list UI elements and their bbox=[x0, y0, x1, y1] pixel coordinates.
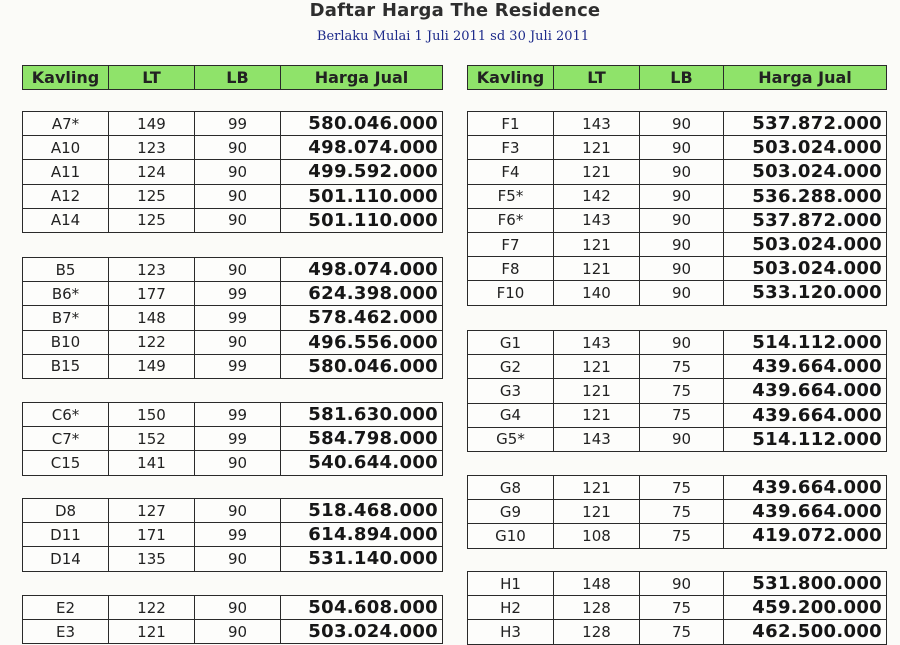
kavling-cell: D14 bbox=[23, 547, 109, 571]
kavling-cell: G5* bbox=[468, 427, 554, 451]
table-row bbox=[468, 232, 887, 256]
lb-cell: 75 bbox=[640, 500, 724, 524]
lt-cell: 121 bbox=[554, 232, 640, 256]
lb-cell: 75 bbox=[640, 403, 724, 427]
lb-cell: 99 bbox=[195, 354, 281, 378]
harga-jual-cell: 540.644.000 bbox=[281, 451, 443, 475]
price-table-header-left bbox=[22, 65, 443, 90]
harga-jual-cell: 503.024.000 bbox=[724, 232, 887, 256]
kavling-cell: B15 bbox=[23, 354, 109, 378]
lt-cell: 143 bbox=[554, 112, 640, 136]
kavling-cell: D11 bbox=[23, 523, 109, 547]
harga-jual-cell: 439.664.000 bbox=[724, 379, 887, 403]
lb-cell: 90 bbox=[195, 184, 281, 208]
lt-cell: 177 bbox=[109, 282, 195, 306]
lb-cell: 90 bbox=[640, 427, 724, 451]
lb-cell: 90 bbox=[640, 257, 724, 281]
lb-cell: 99 bbox=[195, 112, 281, 136]
harga-jual-cell: 518.468.000 bbox=[281, 499, 443, 523]
lt-cell: 148 bbox=[109, 306, 195, 330]
lb-cell: 90 bbox=[640, 281, 724, 305]
kavling-cell: D8 bbox=[23, 499, 109, 523]
harga-jual-cell: 503.024.000 bbox=[724, 136, 887, 160]
kavling-cell: G4 bbox=[468, 403, 554, 427]
harga-jual-cell: 580.046.000 bbox=[281, 354, 443, 378]
lt-cell: 128 bbox=[554, 620, 640, 644]
lt-cell: 149 bbox=[109, 354, 195, 378]
lt-cell: 152 bbox=[109, 427, 195, 451]
kavling-cell: E3 bbox=[23, 620, 109, 644]
lb-cell: 75 bbox=[640, 355, 724, 379]
lb-cell: 90 bbox=[640, 184, 724, 208]
table-row bbox=[468, 160, 887, 184]
kavling-cell: H3 bbox=[468, 620, 554, 644]
lt-cell: 121 bbox=[554, 379, 640, 403]
lt-cell: 148 bbox=[554, 572, 640, 596]
lb-cell: 90 bbox=[195, 330, 281, 354]
harga-jual-cell: 584.798.000 bbox=[281, 427, 443, 451]
kavling-cell: A10 bbox=[23, 136, 109, 160]
kavling-cell: B5 bbox=[23, 258, 109, 282]
column-header-lb: LB bbox=[195, 66, 281, 90]
table-row bbox=[23, 403, 443, 427]
lb-cell: 90 bbox=[195, 596, 281, 620]
harga-jual-cell: 501.110.000 bbox=[281, 184, 443, 208]
kavling-cell: A12 bbox=[23, 184, 109, 208]
table-row bbox=[23, 330, 443, 354]
lt-cell: 122 bbox=[109, 596, 195, 620]
lt-cell: 171 bbox=[109, 523, 195, 547]
lb-cell: 90 bbox=[640, 572, 724, 596]
table-row bbox=[23, 596, 443, 620]
lt-cell: 142 bbox=[554, 184, 640, 208]
lb-cell: 99 bbox=[195, 306, 281, 330]
harga-jual-cell: 581.630.000 bbox=[281, 403, 443, 427]
block-group-right bbox=[467, 571, 887, 645]
lb-cell: 90 bbox=[195, 136, 281, 160]
harga-jual-cell: 498.074.000 bbox=[281, 136, 443, 160]
harga-jual-cell: 439.664.000 bbox=[724, 403, 887, 427]
harga-jual-cell: 501.110.000 bbox=[281, 208, 443, 232]
kavling-cell: F10 bbox=[468, 281, 554, 305]
kavling-cell: F7 bbox=[468, 232, 554, 256]
block-group-left bbox=[22, 498, 443, 572]
lt-cell: 140 bbox=[554, 281, 640, 305]
kavling-cell: G9 bbox=[468, 500, 554, 524]
lb-cell: 90 bbox=[195, 208, 281, 232]
block-group-left bbox=[22, 257, 443, 379]
harga-jual-cell: 503.024.000 bbox=[281, 620, 443, 644]
lt-cell: 135 bbox=[109, 547, 195, 571]
column-header-lb: LB bbox=[640, 66, 724, 90]
kavling-cell: H2 bbox=[468, 596, 554, 620]
table-row bbox=[468, 596, 887, 620]
table-row bbox=[468, 184, 887, 208]
lt-cell: 108 bbox=[554, 524, 640, 548]
lt-cell: 121 bbox=[554, 476, 640, 500]
table-row bbox=[468, 427, 887, 451]
lb-cell: 90 bbox=[640, 160, 724, 184]
table-row bbox=[468, 257, 887, 281]
lb-cell: 75 bbox=[640, 476, 724, 500]
lb-cell: 99 bbox=[195, 427, 281, 451]
lb-cell: 75 bbox=[640, 524, 724, 548]
lt-cell: 125 bbox=[109, 208, 195, 232]
lb-cell: 90 bbox=[640, 331, 724, 355]
kavling-cell: C7* bbox=[23, 427, 109, 451]
table-row bbox=[468, 620, 887, 644]
kavling-cell: G2 bbox=[468, 355, 554, 379]
page-title: Daftar Harga The Residence bbox=[309, 0, 601, 21]
kavling-cell: F5* bbox=[468, 184, 554, 208]
harga-jual-cell: 537.872.000 bbox=[724, 208, 887, 232]
column-header-lt: LT bbox=[109, 66, 195, 90]
table-row bbox=[468, 500, 887, 524]
lb-cell: 99 bbox=[195, 403, 281, 427]
lt-cell: 124 bbox=[109, 160, 195, 184]
validity-period: Berlaku Mulai 1 Juli 2011 sd 30 Juli 2011 bbox=[316, 29, 590, 44]
table-row bbox=[23, 282, 443, 306]
lb-cell: 99 bbox=[195, 523, 281, 547]
lb-cell: 90 bbox=[640, 112, 724, 136]
lt-cell: 121 bbox=[554, 136, 640, 160]
lt-cell: 143 bbox=[554, 427, 640, 451]
lb-cell: 90 bbox=[195, 451, 281, 475]
lb-cell: 90 bbox=[195, 620, 281, 644]
table-row bbox=[468, 281, 887, 305]
harga-jual-cell: 536.288.000 bbox=[724, 184, 887, 208]
lt-cell: 121 bbox=[554, 403, 640, 427]
block-group-left bbox=[22, 402, 443, 476]
column-header-kavling: Kavling bbox=[468, 66, 554, 90]
table-row bbox=[23, 136, 443, 160]
table-row bbox=[23, 451, 443, 475]
harga-jual-cell: 504.608.000 bbox=[281, 596, 443, 620]
kavling-cell: F8 bbox=[468, 257, 554, 281]
kavling-cell: C15 bbox=[23, 451, 109, 475]
lb-cell: 75 bbox=[640, 596, 724, 620]
harga-jual-cell: 531.800.000 bbox=[724, 572, 887, 596]
kavling-cell: A7* bbox=[23, 112, 109, 136]
kavling-cell: B7* bbox=[23, 306, 109, 330]
lb-cell: 90 bbox=[195, 499, 281, 523]
lt-cell: 121 bbox=[554, 160, 640, 184]
harga-jual-cell: 459.200.000 bbox=[724, 596, 887, 620]
kavling-cell: E2 bbox=[23, 596, 109, 620]
harga-jual-cell: 614.894.000 bbox=[281, 523, 443, 547]
harga-jual-cell: 499.592.000 bbox=[281, 160, 443, 184]
harga-jual-cell: 533.120.000 bbox=[724, 281, 887, 305]
harga-jual-cell: 503.024.000 bbox=[724, 160, 887, 184]
lb-cell: 90 bbox=[195, 160, 281, 184]
kavling-cell: B10 bbox=[23, 330, 109, 354]
kavling-cell: C6* bbox=[23, 403, 109, 427]
harga-jual-cell: 503.024.000 bbox=[724, 257, 887, 281]
lt-cell: 121 bbox=[554, 500, 640, 524]
table-row bbox=[468, 112, 887, 136]
harga-jual-cell: 578.462.000 bbox=[281, 306, 443, 330]
harga-jual-cell: 439.664.000 bbox=[724, 500, 887, 524]
table-row bbox=[23, 427, 443, 451]
lt-cell: 122 bbox=[109, 330, 195, 354]
lt-cell: 121 bbox=[554, 257, 640, 281]
table-row bbox=[468, 524, 887, 548]
lt-cell: 128 bbox=[554, 596, 640, 620]
harga-jual-cell: 439.664.000 bbox=[724, 355, 887, 379]
lt-cell: 127 bbox=[109, 499, 195, 523]
table-row bbox=[23, 160, 443, 184]
harga-jual-cell: 514.112.000 bbox=[724, 427, 887, 451]
harga-jual-cell: 496.556.000 bbox=[281, 330, 443, 354]
harga-jual-cell: 514.112.000 bbox=[724, 331, 887, 355]
kavling-cell: G3 bbox=[468, 379, 554, 403]
column-header-kavling: Kavling bbox=[23, 66, 109, 90]
block-group-right bbox=[467, 111, 887, 306]
lt-cell: 123 bbox=[109, 136, 195, 160]
price-table-header-right bbox=[467, 65, 887, 90]
table-row bbox=[468, 331, 887, 355]
lt-cell: 143 bbox=[554, 208, 640, 232]
table-row bbox=[468, 136, 887, 160]
table-row bbox=[23, 523, 443, 547]
lt-cell: 141 bbox=[109, 451, 195, 475]
lb-cell: 75 bbox=[640, 620, 724, 644]
kavling-cell: F1 bbox=[468, 112, 554, 136]
table-row bbox=[468, 379, 887, 403]
block-group-left bbox=[22, 111, 443, 233]
block-group-right bbox=[467, 475, 887, 549]
harga-jual-cell: 531.140.000 bbox=[281, 547, 443, 571]
kavling-cell: G8 bbox=[468, 476, 554, 500]
column-header-lt: LT bbox=[554, 66, 640, 90]
table-row bbox=[23, 620, 443, 644]
harga-jual-cell: 537.872.000 bbox=[724, 112, 887, 136]
harga-jual-cell: 624.398.000 bbox=[281, 282, 443, 306]
harga-jual-cell: 419.072.000 bbox=[724, 524, 887, 548]
column-header-harga-jual: Harga Jual bbox=[281, 66, 443, 90]
table-row bbox=[23, 306, 443, 330]
table-row bbox=[468, 403, 887, 427]
table-row bbox=[23, 184, 443, 208]
table-row bbox=[23, 258, 443, 282]
harga-jual-cell: 462.500.000 bbox=[724, 620, 887, 644]
lb-cell: 90 bbox=[195, 258, 281, 282]
kavling-cell: H1 bbox=[468, 572, 554, 596]
kavling-cell: F6* bbox=[468, 208, 554, 232]
lt-cell: 149 bbox=[109, 112, 195, 136]
lt-cell: 150 bbox=[109, 403, 195, 427]
lt-cell: 121 bbox=[554, 355, 640, 379]
table-row bbox=[23, 354, 443, 378]
block-group-left bbox=[22, 595, 443, 644]
table-row bbox=[468, 208, 887, 232]
table-row bbox=[23, 208, 443, 232]
table-row bbox=[468, 572, 887, 596]
kavling-cell: G10 bbox=[468, 524, 554, 548]
lt-cell: 125 bbox=[109, 184, 195, 208]
lb-cell: 99 bbox=[195, 282, 281, 306]
kavling-cell: F3 bbox=[468, 136, 554, 160]
kavling-cell: G1 bbox=[468, 331, 554, 355]
block-group-right bbox=[467, 330, 887, 452]
kavling-cell: A11 bbox=[23, 160, 109, 184]
kavling-cell: A14 bbox=[23, 208, 109, 232]
lt-cell: 143 bbox=[554, 331, 640, 355]
table-row bbox=[23, 112, 443, 136]
harga-jual-cell: 439.664.000 bbox=[724, 476, 887, 500]
kavling-cell: B6* bbox=[23, 282, 109, 306]
lb-cell: 90 bbox=[640, 136, 724, 160]
kavling-cell: F4 bbox=[468, 160, 554, 184]
lt-cell: 121 bbox=[109, 620, 195, 644]
lb-cell: 90 bbox=[195, 547, 281, 571]
table-row bbox=[468, 355, 887, 379]
lt-cell: 123 bbox=[109, 258, 195, 282]
harga-jual-cell: 498.074.000 bbox=[281, 258, 443, 282]
table-row bbox=[23, 547, 443, 571]
lb-cell: 90 bbox=[640, 208, 724, 232]
lb-cell: 90 bbox=[640, 232, 724, 256]
harga-jual-cell: 580.046.000 bbox=[281, 112, 443, 136]
column-header-harga-jual: Harga Jual bbox=[724, 66, 887, 90]
lb-cell: 75 bbox=[640, 379, 724, 403]
table-row bbox=[23, 499, 443, 523]
table-row bbox=[468, 476, 887, 500]
